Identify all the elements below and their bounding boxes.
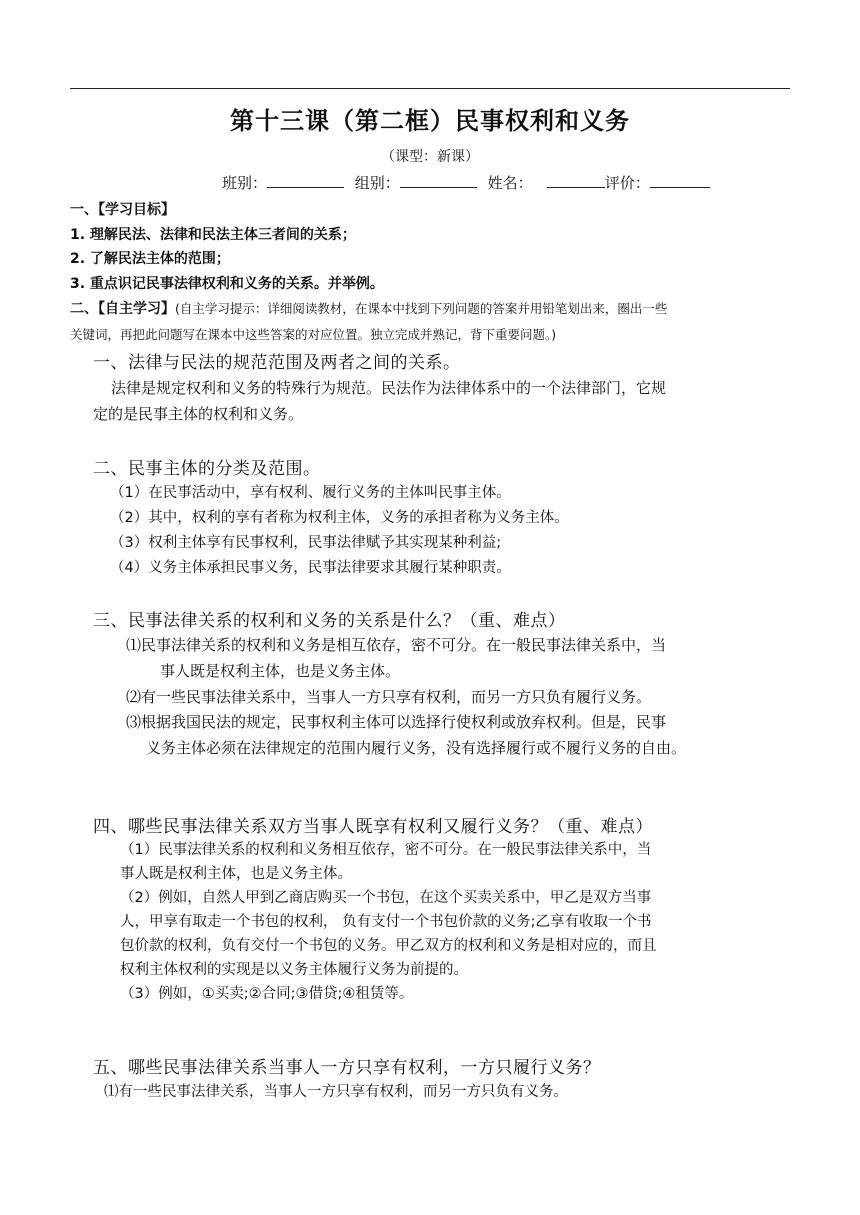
name-blank[interactable] [547,173,605,188]
group-blank[interactable] [400,173,477,188]
question-4-line: 事人既是权利主体，也是义务主体。 [120,866,352,882]
eval-label: 评价： [604,174,650,192]
question-5-title: 五、哪些民事法律关系当事人一方只享有权利，一方只履行义务？ [93,1058,601,1078]
question-4-line: （3）例如，①买卖;②合同;③借贷;④租赁等。 [120,986,414,1002]
objective-item: 1. 理解民法、法律和民法主体三者间的关系； [70,227,356,243]
question-3-line: 事人既是权利主体，也是义务主体。 [160,662,401,680]
eval-blank[interactable] [650,173,710,188]
header-rule [70,88,790,89]
question-3-line: ⑴民事法律关系的权利和义务是相互依存，密不可分。在一般民事法律关系中，当 [126,636,667,654]
question-2-line: （1）在民事活动中，享有权利、履行义务的主体叫民事主体。 [110,485,511,501]
question-4-line: 人，甲享有取走一个书包的权利， 负有支付一个书包价款的义务;乙享有收取一个书 [120,914,652,930]
class-label: 班别： [222,174,268,192]
question-2-title: 二、民事主体的分类及范围。 [93,459,321,479]
question-5-line: ⑴有一些民事法律关系，当事人一方只享有权利，而另一方只负有义务。 [104,1084,568,1100]
question-3-line: ⑵有一些民事法律关系中，当事人一方只享有权利，而另一方只负有履行义务。 [126,688,652,706]
question-1-line: 定的是民事主体的权利和义务。 [93,405,304,423]
page-title: 第十三课（第二框）民事权利和义务 [230,107,630,135]
self-study-heading-row [70,298,667,318]
question-4-line: 包价款的权利，负有交付一个书包的义务。甲乙双方的权利和义务是相对应的，而且 [120,938,657,954]
objective-item: 3. 重点识记民事法律权利和义务的关系。并举例。 [70,276,384,292]
question-3-line: ⑶根据我国民法的规定，民事权利主体可以选择行使权利或放弃权利。但是，民事 [126,713,667,731]
objectives-heading: 一、【学习目标】 [70,202,175,218]
objective-item: 2. 了解民法主体的范围； [70,251,230,267]
question-4-line: 权利主体权利的实现是以义务主体履行义务为前提的。 [120,962,468,978]
question-2-line: （4）义务主体承担民事义务，民事法律要求其履行某种职责。 [110,560,511,576]
name-label: 姓名： [487,174,533,192]
question-4-line: （2）例如，自然人甲到乙商店购买一个书包，在这个买卖关系中，甲乙是双方当事 [120,890,652,906]
question-4-line: （1）民事法律关系的权利和义务相互依存，密不可分。在一般民事法律关系中，当 [120,842,652,858]
group-label: 组别： [354,174,400,192]
student-info-row [222,172,716,193]
question-3-line: 义务主体必须在法律规定的范围内履行义务，没有选择履行或不履行义务的自由。 [146,739,687,757]
self-study-hint-cont: 关键词，再把此问题写在课本中这些答案的对应位置。独立完成并熟记，背下重要问题。) [70,327,557,342]
self-study-heading: 二、【自主学习】 [70,301,175,317]
question-4-title: 四、哪些民事法律关系双方当事人既享有权利又履行义务？（重、难点） [93,817,653,837]
self-study-hint: (自主学习提示：详细阅读教材，在课本中找到下列问题的答案并用铅笔划出来，圈出一些 [175,301,668,316]
question-3-title: 三、民事法律关系的权利和义务的关系是什么？（重、难点） [93,611,566,631]
question-2-line: （3）权利主体享有民事权利，民事法律赋予其实现某种利益; [110,535,502,551]
lesson-type: （课型：新课） [381,149,479,165]
question-1-line: 法律是规定权利和义务的特殊行为规范。民法作为法律体系中的一个法律部门，它规 [111,379,667,397]
question-1-title: 一、法律与民法的规范范围及两者之间的关系。 [93,353,461,373]
question-2-line: （2）其中，权利的享有者称为权利主体，义务的承担者称为义务主体。 [110,510,569,526]
class-blank[interactable] [267,173,344,188]
